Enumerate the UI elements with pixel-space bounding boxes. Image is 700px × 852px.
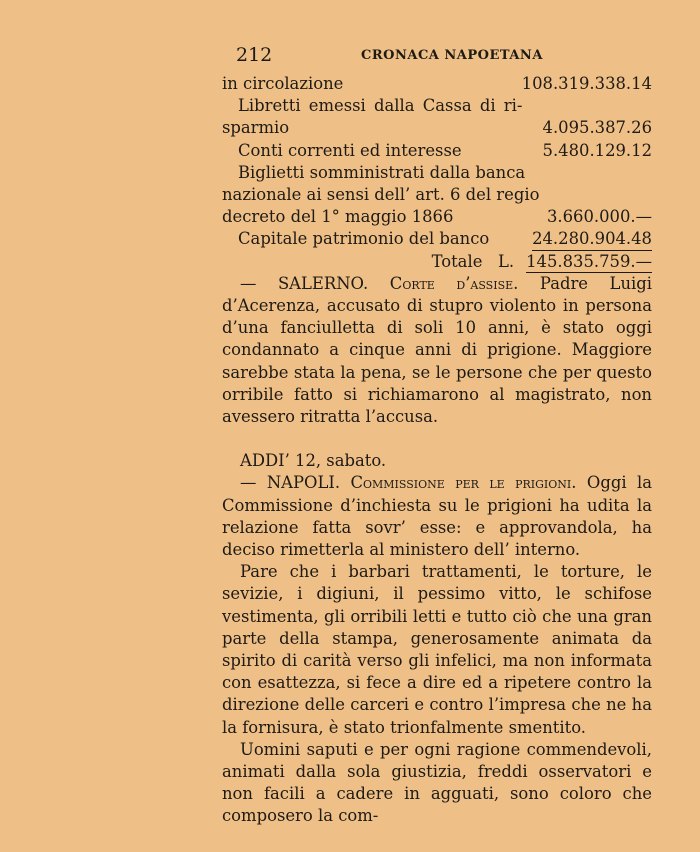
table-row [222, 206, 652, 228]
salerno-text: Padre Luigi d’Acerenza, accusato di stupro violento in persona d’una fanciulletta di soli 10 anni, è stato oggi condannato a cinque anni di prigione. Maggiore sarebbe stata la pena, se le persone che per questo orribile fatto si richiamarono al magistrato, non avessero ritratta l’accusa. [222, 273, 652, 426]
row-label: sparmio [222, 118, 290, 138]
salerno-lead: — SALERNO. [240, 273, 390, 293]
table-row [222, 228, 652, 250]
page-number: 212 [236, 44, 273, 66]
page-body [222, 73, 652, 828]
napoli-heading: Commissione per le prigioni. [350, 473, 577, 493]
balance-table [222, 73, 652, 273]
row-label: nazionale ai sensi dell’ art. 6 del regio [222, 184, 540, 204]
row-value: 24.280.904.48 [532, 228, 652, 250]
paragraph-prisons: Pare che i barbari trattamenti, le torture, le sevizie, i digiuni, il pessimo vitto, le schifose vestimenta, gli orribili letti e tutto ciò che una gran parte della stampa, generosamente animata da spirito di carità verso gli infelici, ma non informata con esattezza, si fece a dire ed a ripetere contro la direzione delle carceri e contro l’impresa che ne ha la fornisura, è stato trionfalmente smentito. [222, 562, 652, 737]
total-label: Totale L. [431, 251, 515, 271]
spacer [222, 428, 652, 450]
row-value: 108.319.338.14 [521, 74, 652, 93]
row-label: Capitale patrimonio del banco [238, 229, 490, 249]
total-value: 145.835.759.— [526, 251, 652, 273]
napoli-lead: — NAPOLI. [240, 473, 351, 493]
table-row [222, 140, 652, 162]
table-row [222, 95, 652, 117]
row-label: decreto del 1° maggio 1866 [222, 207, 454, 227]
table-row [222, 184, 652, 206]
salerno-paragraph [222, 273, 652, 428]
total-row [222, 251, 652, 273]
row-value: 4.095.387.26 [542, 118, 652, 138]
row-value: 5.480.129.12 [542, 140, 652, 160]
row-label: Libretti emessi dalla Cassa di ri- [238, 96, 523, 116]
table-row [222, 162, 652, 184]
table-row [222, 117, 652, 139]
paragraph-commission: Uomini saputi e per ogni ragione commendevoli, animati dalla sola giustizia, freddi osservatori e non facili a cadere in agguati, sono coloro che composero la com- [222, 739, 652, 826]
napoli-paragraph [222, 472, 652, 561]
salerno-heading: Corte d’assise. [389, 273, 519, 293]
row-label: Biglietti somministrati dalla banca [238, 162, 526, 182]
row-label: Conti correnti ed interesse [238, 140, 462, 160]
row-value: 3.660.000.— [546, 207, 652, 227]
napoli-text: Oggi la Commissione d’inchiesta su le prigioni ha udita la relazione fatta sovr’ esse: e approvandola, ha deciso rimetterla al ministero dell’ interno. [222, 473, 652, 559]
row-label: in circolazione [222, 74, 344, 93]
running-header [236, 44, 656, 68]
date-line: ADDI’ 12, sabato. [240, 451, 387, 471]
table-row [222, 73, 652, 95]
running-title: CRONACA NAPOETANA [361, 48, 543, 63]
